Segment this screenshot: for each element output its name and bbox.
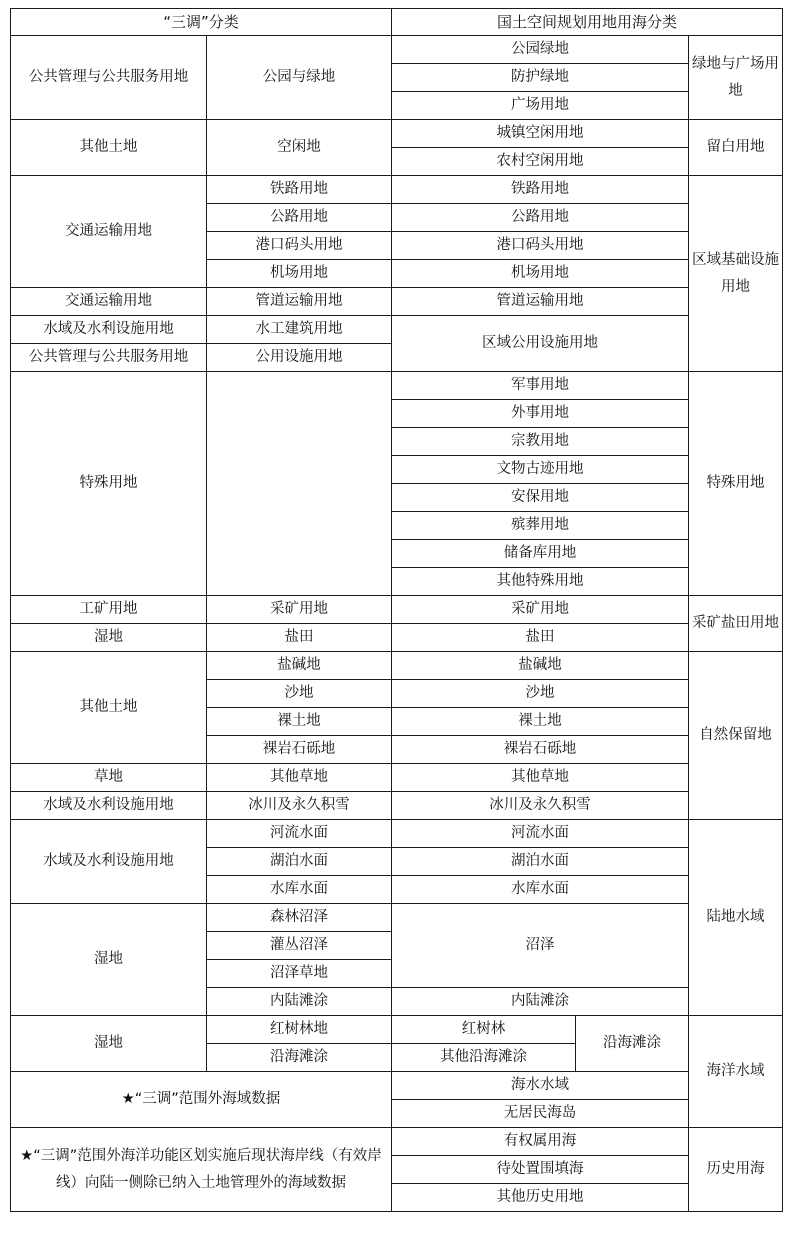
sandiao-level2-cell: 盐碱地	[207, 652, 392, 680]
table-row	[11, 288, 783, 316]
table-row	[11, 764, 783, 792]
table-row	[11, 1016, 783, 1044]
planning-level2-cell: 采矿用地	[392, 596, 689, 624]
table-row	[11, 36, 783, 64]
planning-level2-cell: 殡葬用地	[392, 512, 689, 540]
sandiao-level2-cell: 裸土地	[207, 708, 392, 736]
planning-level2-cell: 铁路用地	[392, 176, 689, 204]
classification-table	[10, 8, 783, 1212]
planning-level1-cell: 海洋水域	[689, 1016, 783, 1128]
sandiao-level1-cell: 其他土地	[11, 120, 207, 176]
sandiao-level2-cell: 森林沼泽	[207, 904, 392, 932]
sandiao-level2-cell: 水工建筑用地	[207, 316, 392, 344]
planning-level1-cell: 自然保留地	[689, 652, 783, 820]
planning-level2-cell: 公路用地	[392, 204, 689, 232]
outside-scope-sea-note: ★“三调”范围外海域数据	[11, 1072, 392, 1128]
sandiao-level2-cell: 红树林地	[207, 1016, 392, 1044]
sandiao-level2-cell: 铁路用地	[207, 176, 392, 204]
planning-level2-cell: 宗教用地	[392, 428, 689, 456]
sandiao-level1-cell: 交通运输用地	[11, 288, 207, 316]
planning-level1-cell: 历史用海	[689, 1128, 783, 1212]
sandiao-level2-cell: 沿海滩涂	[207, 1044, 392, 1072]
table-row	[11, 1128, 783, 1156]
sandiao-level2-cell: 裸岩石砾地	[207, 736, 392, 764]
planning-level2-cell: 安保用地	[392, 484, 689, 512]
table-row	[11, 316, 783, 344]
sandiao-level2-cell: 冰川及永久积雪	[207, 792, 392, 820]
header-sandiao: “三调”分类	[11, 9, 392, 36]
planning-level2-cell: 裸岩石砾地	[392, 736, 689, 764]
sandiao-level2-cell: 港口码头用地	[207, 232, 392, 260]
table-row	[11, 652, 783, 680]
planning-level2-cell: 公园绿地	[392, 36, 689, 64]
table-row	[11, 624, 783, 652]
table-row	[11, 820, 783, 848]
sandiao-level2-cell	[207, 372, 392, 596]
planning-level2-cell: 沿海滩涂	[576, 1016, 689, 1072]
planning-level2-cell: 海水水域	[392, 1072, 689, 1100]
planning-level2-cell: 文物古迹用地	[392, 456, 689, 484]
sandiao-level2-cell: 公用设施用地	[207, 344, 392, 372]
planning-level2-cell: 河流水面	[392, 820, 689, 848]
header-planning: 国土空间规划用地用海分类	[392, 9, 783, 36]
table-row	[11, 904, 783, 932]
sandiao-level2-cell: 盐田	[207, 624, 392, 652]
planning-level2-cell: 水库水面	[392, 876, 689, 904]
planning-level1-cell: 采矿盐田用地	[689, 596, 783, 652]
planning-level2-cell: 裸土地	[392, 708, 689, 736]
planning-level2-cell: 待处置围填海	[392, 1156, 689, 1184]
sandiao-level1-cell: 水域及水利设施用地	[11, 316, 207, 344]
planning-level2-cell: 广场用地	[392, 92, 689, 120]
sandiao-level1-cell: 湿地	[11, 1016, 207, 1072]
table-row	[11, 596, 783, 624]
planning-level2-cell: 盐碱地	[392, 652, 689, 680]
planning-level1-cell: 特殊用地	[689, 372, 783, 596]
sandiao-level1-cell: 公共管理与公共服务用地	[11, 344, 207, 372]
sandiao-level2-cell: 内陆滩涂	[207, 988, 392, 1016]
sandiao-level2-cell: 水库水面	[207, 876, 392, 904]
table-row	[11, 372, 783, 400]
sandiao-level1-cell: 公共管理与公共服务用地	[11, 36, 207, 120]
sandiao-level2-cell: 灌丛沼泽	[207, 932, 392, 960]
sandiao-level2-cell: 公园与绿地	[207, 36, 392, 120]
planning-level2-cell: 无居民海岛	[392, 1100, 689, 1128]
planning-level1-cell: 陆地水域	[689, 820, 783, 1016]
sandiao-level2-cell: 沙地	[207, 680, 392, 708]
table-row	[11, 120, 783, 148]
planning-level2-cell: 储备库用地	[392, 540, 689, 568]
sandiao-level1-cell: 交通运输用地	[11, 176, 207, 288]
planning-level2-cell: 其他特殊用地	[392, 568, 689, 596]
planning-level2-cell: 防护绿地	[392, 64, 689, 92]
planning-level2-cell: 区域公用设施用地	[392, 316, 689, 372]
table-row	[11, 792, 783, 820]
planning-level2-cell: 湖泊水面	[392, 848, 689, 876]
planning-level2-cell: 机场用地	[392, 260, 689, 288]
sandiao-level1-cell: 水域及水利设施用地	[11, 820, 207, 904]
sandiao-level2-cell: 沼泽草地	[207, 960, 392, 988]
planning-level2-cell: 管道运输用地	[392, 288, 689, 316]
header-row	[11, 9, 783, 36]
sandiao-level2-cell: 公路用地	[207, 204, 392, 232]
sandiao-level2-cell: 采矿用地	[207, 596, 392, 624]
sandiao-level1-cell: 草地	[11, 764, 207, 792]
planning-level2-cell: 城镇空闲用地	[392, 120, 689, 148]
sandiao-level2-cell: 河流水面	[207, 820, 392, 848]
sandiao-level2-cell: 湖泊水面	[207, 848, 392, 876]
planning-level3-cell: 其他沿海滩涂	[392, 1044, 576, 1072]
planning-level2-cell: 军事用地	[392, 372, 689, 400]
planning-level2-cell: 农村空闲用地	[392, 148, 689, 176]
sandiao-level1-cell: 其他土地	[11, 652, 207, 764]
sandiao-level1-cell: 特殊用地	[11, 372, 207, 596]
planning-level2-cell: 盐田	[392, 624, 689, 652]
planning-level2-cell: 外事用地	[392, 400, 689, 428]
sandiao-level1-cell: 工矿用地	[11, 596, 207, 624]
sandiao-level1-cell: 湿地	[11, 904, 207, 1016]
historic-sea-note: ★“三调”范围外海洋功能区划实施后现状海岸线（有效岸线）向陆一侧除已纳入土地管理外的海域数据	[11, 1128, 392, 1212]
sandiao-level2-cell: 其他草地	[207, 764, 392, 792]
sandiao-level2-cell: 机场用地	[207, 260, 392, 288]
planning-level1-cell: 绿地与广场用地	[689, 36, 783, 120]
planning-level1-cell: 留白用地	[689, 120, 783, 176]
sandiao-level2-cell: 空闲地	[207, 120, 392, 176]
planning-level2-cell: 内陆滩涂	[392, 988, 689, 1016]
sandiao-level1-cell: 水域及水利设施用地	[11, 792, 207, 820]
planning-level2-cell: 冰川及永久积雪	[392, 792, 689, 820]
planning-level3-cell: 红树林	[392, 1016, 576, 1044]
planning-level2-cell: 其他历史用地	[392, 1184, 689, 1212]
sandiao-level1-cell: 湿地	[11, 624, 207, 652]
planning-level2-cell: 有权属用海	[392, 1128, 689, 1156]
planning-level2-cell: 沙地	[392, 680, 689, 708]
planning-level2-cell: 沼泽	[392, 904, 689, 988]
table-row	[11, 1072, 783, 1100]
planning-level2-cell: 港口码头用地	[392, 232, 689, 260]
sandiao-level2-cell: 管道运输用地	[207, 288, 392, 316]
planning-level2-cell: 其他草地	[392, 764, 689, 792]
planning-level1-cell: 区域基础设施用地	[689, 176, 783, 372]
table-row	[11, 176, 783, 204]
